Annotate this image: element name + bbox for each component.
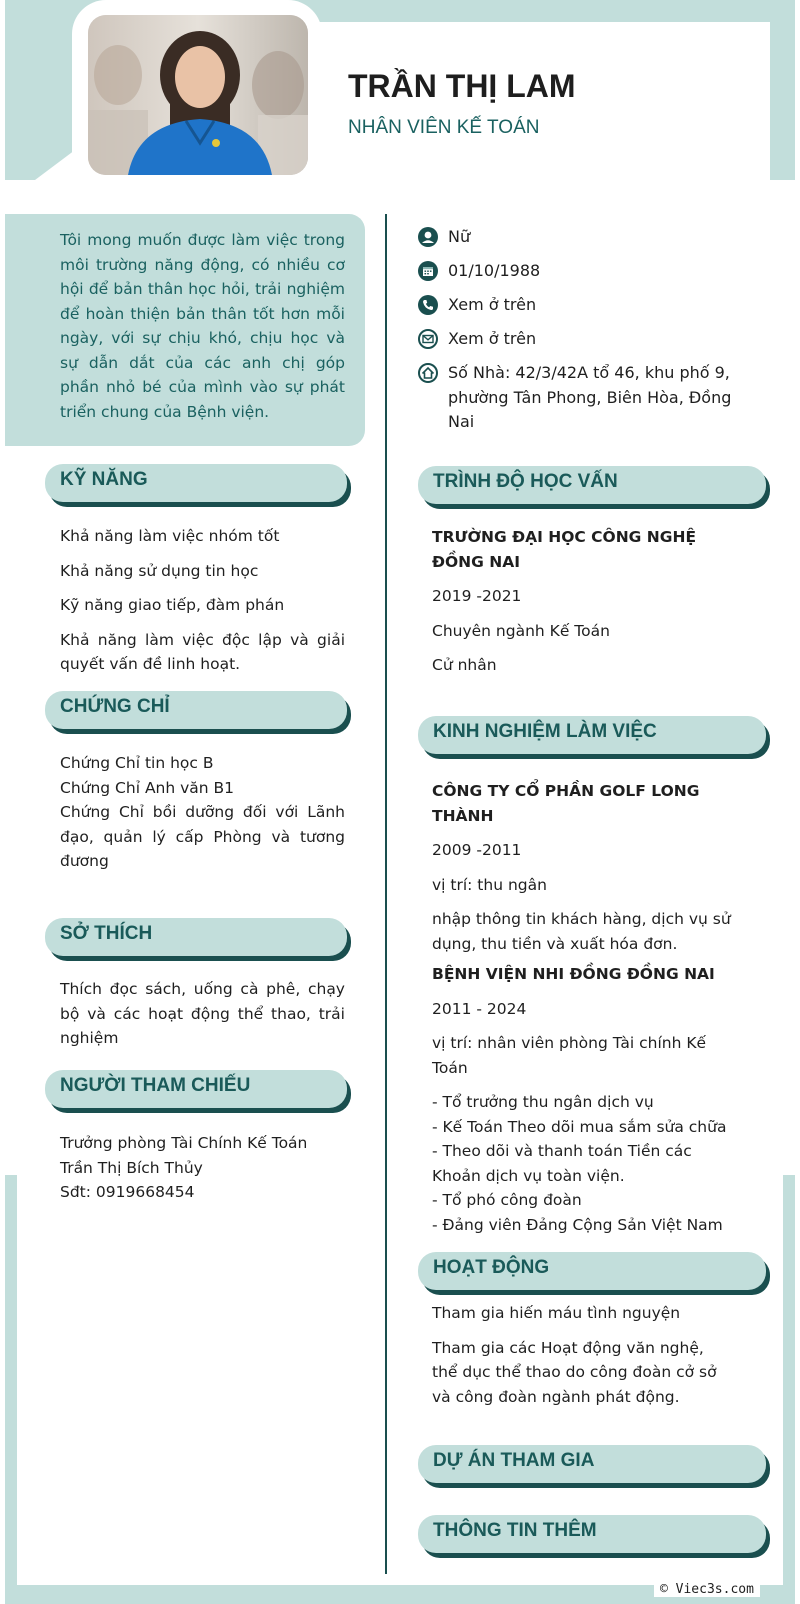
skill-item: Khả năng làm việc nhóm tốt bbox=[60, 527, 280, 545]
job-company: BỆNH VIỆN NHI ĐỒNG ĐỒNG NAI bbox=[432, 965, 715, 983]
reference-line: Trần Thị Bích Thủy bbox=[60, 1158, 203, 1177]
job-duty: - Theo dõi và thanh toán Tiền các Khoản dịch vụ toàn viện. bbox=[432, 1142, 692, 1185]
profile-photo bbox=[88, 15, 308, 175]
candidate-name: TRẦN THỊ LAM bbox=[348, 68, 576, 104]
career-objective bbox=[5, 214, 365, 446]
phone-icon bbox=[418, 295, 438, 315]
job-duty: - Đảng viên Đảng Cộng Sản Việt Nam bbox=[432, 1215, 723, 1234]
header-corner-cut bbox=[5, 150, 75, 180]
school-name: TRƯỜNG ĐẠI HỌC CÔNG NGHỆ ĐỒNG NAI bbox=[432, 528, 697, 571]
activities-heading: HOẠT ĐỘNG bbox=[418, 1252, 766, 1290]
bottom-left-band bbox=[5, 1175, 17, 1585]
objective-text: Tôi mong muốn được làm việc trong môi trường năng động, có nhiều cơ hội để bản thân học hỏi, trải nghiệm để hoàn thiện bản thân tốt hơn mỗi ngày, với sự chịu khó, chịu học và sự dẫn dắt của các anh chị góp phần nhỏ bé của mình vào sự phát triển chung của Bệnh viện. bbox=[60, 231, 345, 421]
certificate-item: Chứng Chỉ Anh văn B1 bbox=[60, 778, 235, 797]
experience-job-2 bbox=[432, 962, 732, 1237]
address-value: Số Nhà: 42/3/42A tổ 46, khu phố 9, phường Tân Phong, Biên Hòa, Đồng Nai bbox=[448, 363, 732, 431]
reference-line: Sđt: 0919668454 bbox=[60, 1183, 195, 1201]
profile-photo-illustration bbox=[88, 15, 308, 175]
activity-item: Tham gia các Hoạt động văn nghệ, thể dục thể thao do công đoàn cở sở và công đoàn ngành phát động. bbox=[432, 1338, 717, 1406]
hobbies-heading: SỞ THÍCH bbox=[45, 918, 347, 956]
job-period: 2011 - 2024 bbox=[432, 999, 527, 1018]
job-company: CÔNG TY CỔ PHẦN GOLF LONG THÀNH bbox=[432, 782, 700, 825]
contact-email bbox=[418, 327, 738, 352]
activity-item: Tham gia hiến máu tình nguyện bbox=[432, 1304, 681, 1322]
birthday-value: 01/10/1988 bbox=[448, 261, 541, 280]
column-divider bbox=[385, 214, 387, 1574]
gender-value: Nữ bbox=[448, 227, 471, 246]
additional-info-heading: THÔNG TIN THÊM bbox=[418, 1515, 766, 1553]
user-icon bbox=[418, 227, 438, 247]
contact-gender bbox=[418, 225, 738, 250]
bottom-right-band bbox=[783, 1175, 795, 1585]
experience-job-1 bbox=[432, 779, 732, 966]
reference-heading: NGƯỜI THAM CHIẾU bbox=[45, 1070, 347, 1108]
mail-icon bbox=[418, 329, 438, 349]
experience-heading: KINH NGHIỆM LÀM VIỆC bbox=[418, 716, 766, 754]
job-description: nhập thông tin khách hàng, dịch vụ sử dụng, thu tiền và xuất hóa đơn. bbox=[432, 910, 731, 953]
education-degree: Cử nhân bbox=[432, 656, 497, 674]
job-title: NHÂN VIÊN KẾ TOÁN bbox=[348, 117, 540, 138]
skill-item: Khả năng sử dụng tin học bbox=[60, 561, 259, 580]
contact-birthday bbox=[418, 259, 738, 284]
skills-heading: KỸ NĂNG bbox=[45, 464, 347, 502]
reference-details bbox=[60, 1131, 345, 1205]
education-period: 2019 -2021 bbox=[432, 587, 522, 605]
certificate-item: Chứng Chỉ tin học B bbox=[60, 754, 214, 772]
job-period: 2009 -2011 bbox=[432, 841, 522, 859]
education-major: Chuyên ngành Kế Toán bbox=[432, 621, 610, 640]
education-heading: TRÌNH ĐỘ HỌC VẤN bbox=[418, 466, 766, 504]
certificates-list bbox=[60, 751, 345, 874]
job-duty: - Tổ phó công đoàn bbox=[432, 1191, 582, 1209]
skill-item: Kỹ năng giao tiếp, đàm phán bbox=[60, 596, 285, 614]
job-duty: - Kế Toán Theo dõi mua sắm sửa chữa bbox=[432, 1117, 727, 1136]
skill-item: Khả năng làm việc độc lập và giải quyết vấn đề linh hoạt. bbox=[60, 630, 345, 673]
projects-heading: DỰ ÁN THAM GIA bbox=[418, 1445, 766, 1483]
contact-phone bbox=[418, 293, 738, 318]
skills-list bbox=[60, 524, 345, 687]
certificates-heading: CHỨNG CHỈ bbox=[45, 691, 347, 729]
phone-value: Xem ở trên bbox=[448, 295, 537, 314]
reference-line: Trưởng phòng Tài Chính Kế Toán bbox=[60, 1134, 308, 1152]
certificate-item: Chứng Chỉ bồi dưỡng đối với Lãnh đạo, quản lý cấp Phòng và tương đương bbox=[60, 803, 345, 870]
job-duty: - Tổ trưởng thu ngân dịch vụ bbox=[432, 1093, 654, 1111]
contact-address bbox=[418, 361, 738, 435]
watermark: © Viec3s.com bbox=[654, 1582, 760, 1597]
home-icon bbox=[418, 363, 438, 383]
job-position: vị trí: nhân viên phòng Tài chính Kế Toán bbox=[432, 1034, 707, 1077]
activities-list bbox=[432, 1301, 732, 1419]
job-position: vị trí: thu ngân bbox=[432, 875, 547, 894]
calendar-icon bbox=[418, 261, 438, 281]
email-value: Xem ở trên bbox=[448, 329, 537, 348]
education-details bbox=[432, 525, 732, 688]
hobbies-text: Thích đọc sách, uống cà phê, chạy bộ và các hoạt động thể thao, trải nghiệm bbox=[60, 980, 345, 1047]
